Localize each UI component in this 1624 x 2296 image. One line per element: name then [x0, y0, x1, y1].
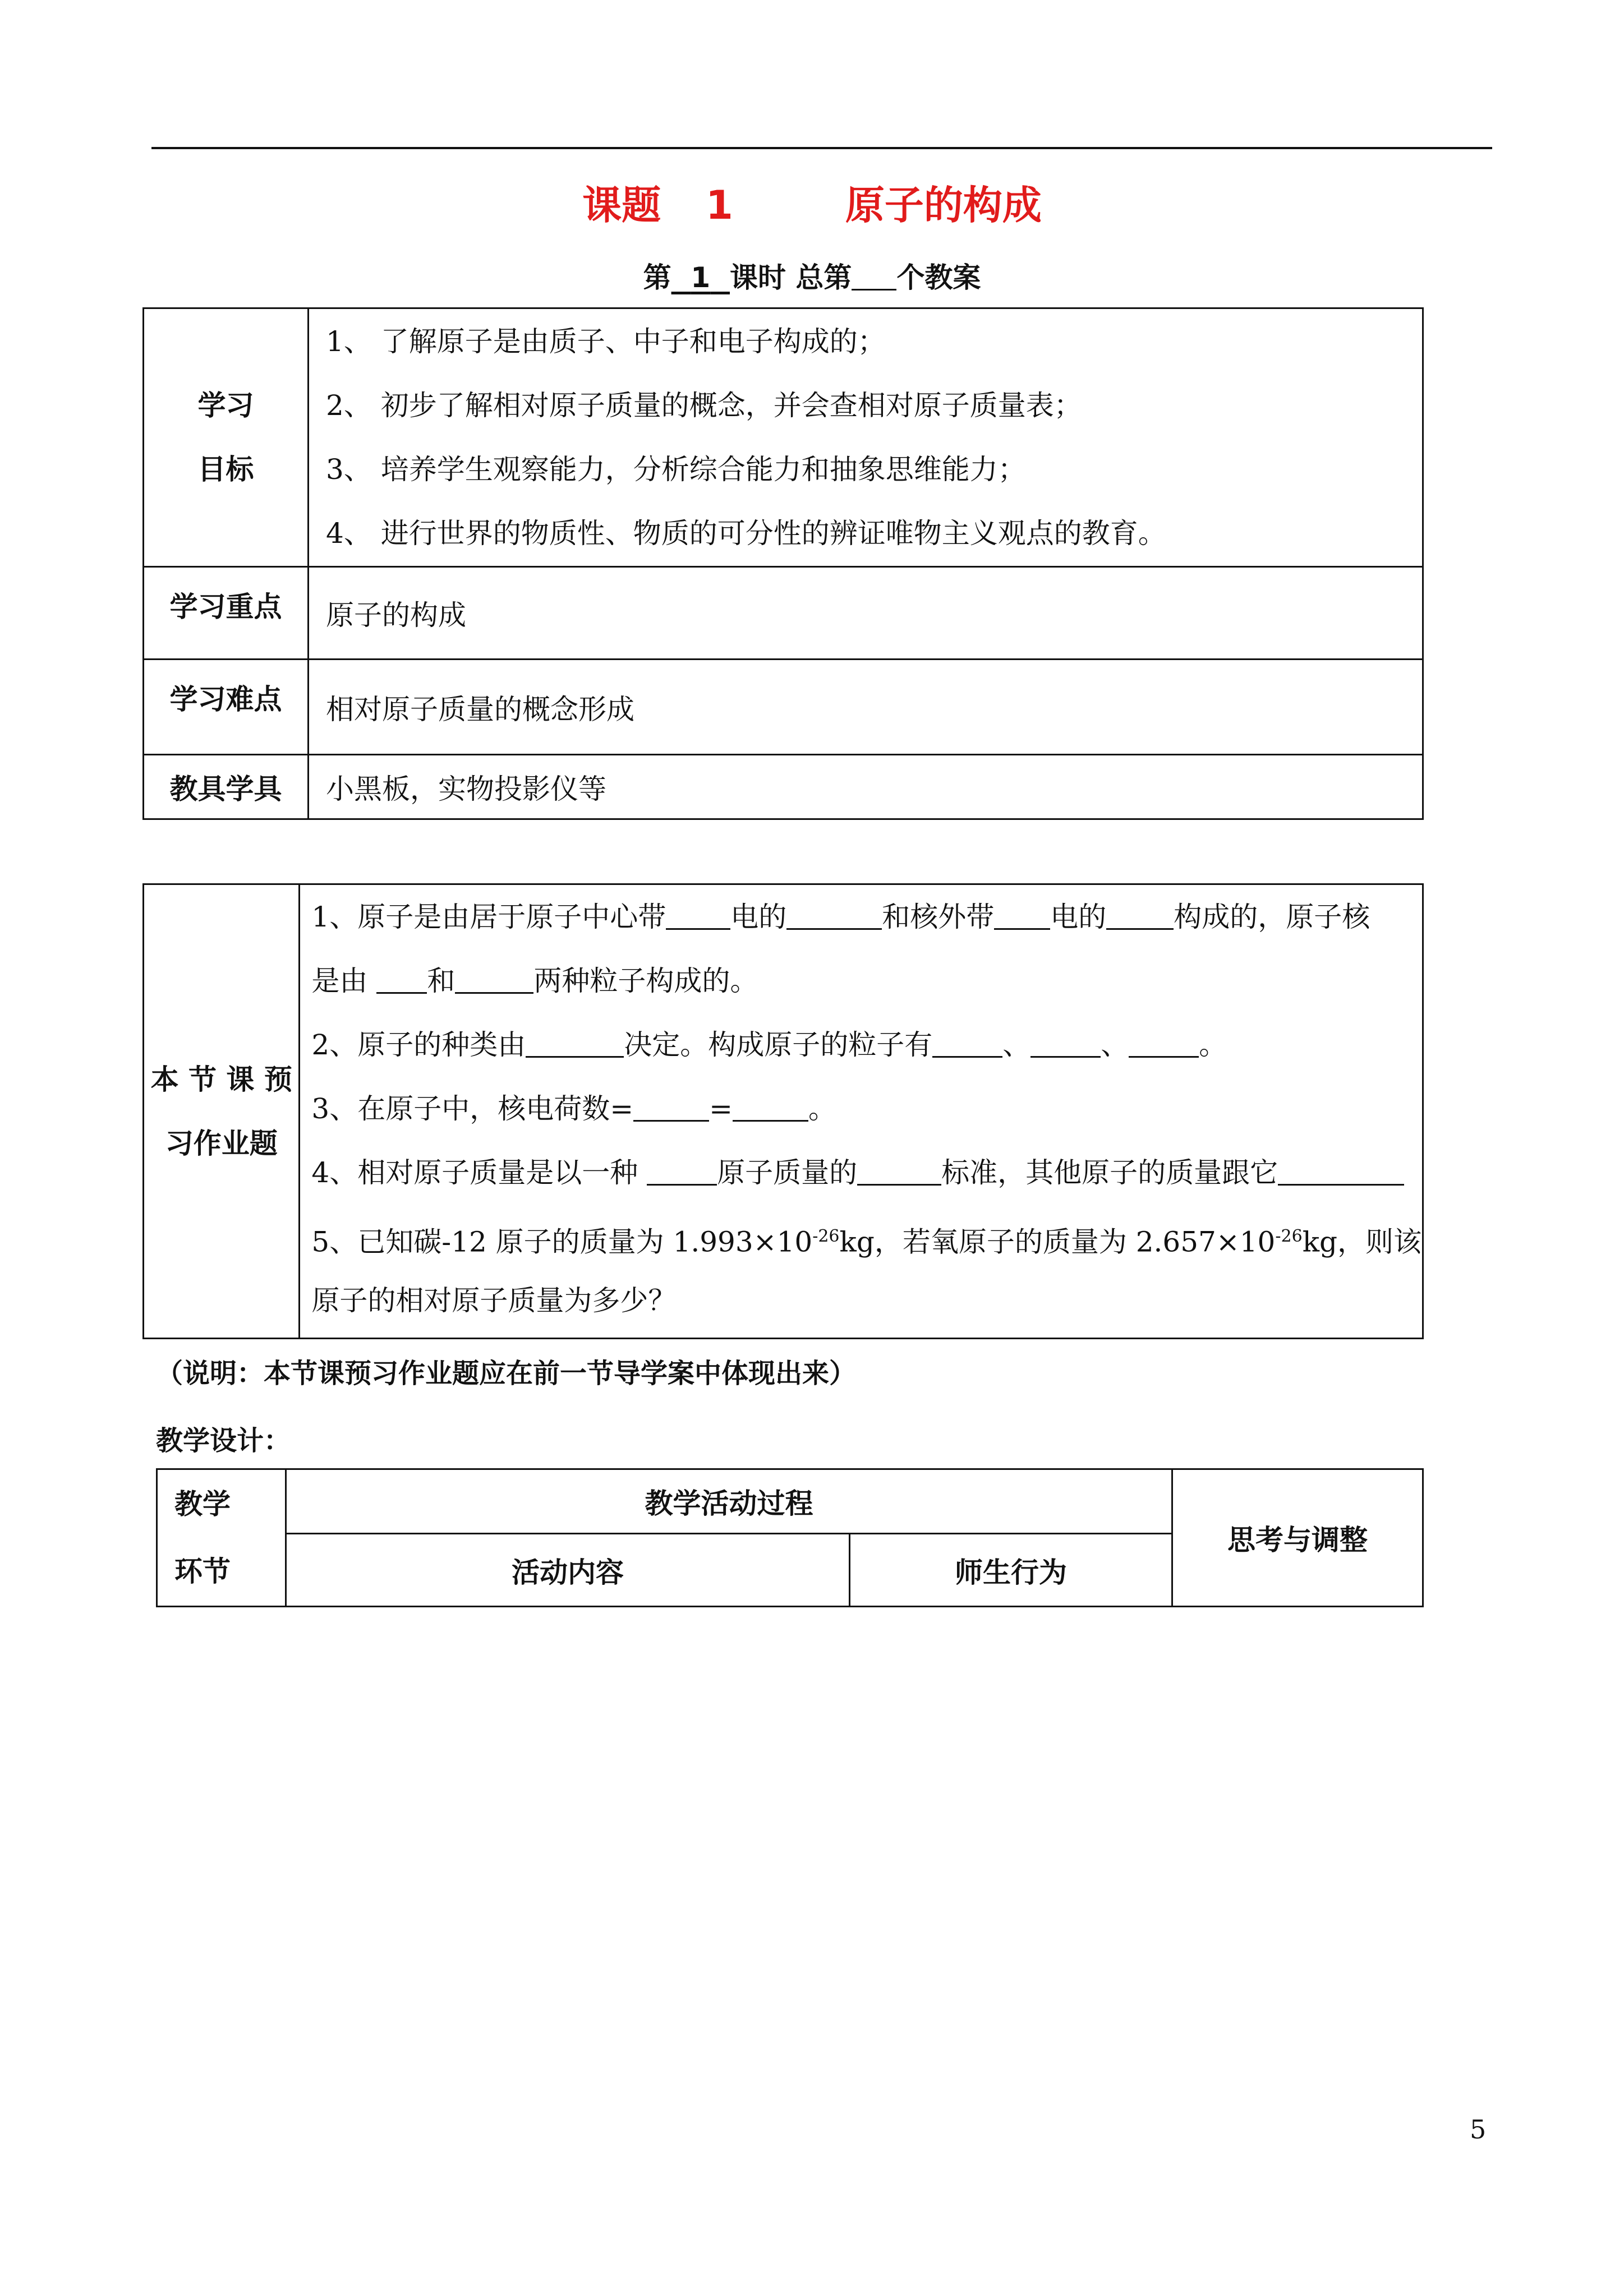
key-point-value: 原子的构成 [309, 567, 1423, 660]
page-number: 5 [1470, 2114, 1487, 2145]
lesson-subtitle: 第 1 课时 总第 个教案 [643, 261, 981, 294]
tools-value: 小黑板，实物投影仪等 [309, 755, 1423, 819]
key-point-label: 学习重点 [144, 567, 309, 660]
title-label: 课题 [582, 182, 661, 228]
difficulty-label: 学习难点 [144, 660, 309, 755]
preview-table [142, 883, 1424, 1339]
question-2: 2、原子的种类由 决定。构成原子的粒子有 、 、 。 [311, 1029, 1227, 1061]
note-text: （说明：本节课预习作业题应在前一节导学案中体现出来） [156, 1358, 857, 1389]
objective-item: 4、 进行世界的物质性、物质的可分性的辨证唯物主义观点的教育。 [326, 517, 1166, 550]
question-1b: 是由 和 两种粒子构成的。 [311, 965, 758, 997]
design-reflection-header: 思考与调整 [1172, 1469, 1423, 1607]
design-stage-label: 教学 环节 [157, 1469, 286, 1607]
objective-item: 1、 了解原子是由质子、中子和电子构成的； [326, 325, 886, 358]
preview-questions [300, 884, 1423, 1339]
title-number: 1 [706, 182, 733, 228]
question-5b: 原子的相对原子质量为多少？ [311, 1284, 677, 1317]
question-1a: 1、原子是由居于原子中心带 电的 和核外带 电的 构成的，原子核 [311, 901, 1370, 933]
design-behavior-header: 师生行为 [850, 1534, 1172, 1607]
question-3: 3、在原子中，核电荷数= = 。 [311, 1092, 837, 1125]
design-content-header: 活动内容 [286, 1534, 850, 1607]
objectives-table [142, 307, 1424, 820]
difficulty-value: 相对原子质量的概念形成 [309, 660, 1423, 755]
objective-item: 2、 初步了解相对原子质量的概念，并会查相对原子质量表； [326, 389, 1082, 422]
question-5a: 5、已知碳-12 原子的质量为 $1.993\times 10^{-26}kg$，若氧原子的质量为 $2.657\times 10^{-26}kg$，则该 [311, 1225, 1421, 1258]
design-label: 教学设计： [156, 1425, 291, 1456]
question-4: 4、相对原子质量是以一种 原子质量的 标准，其他原子的质量跟它 [311, 1141, 1421, 1205]
objectives-list [309, 308, 1423, 567]
preview-label: 本 节 课 预 习作业题 [144, 884, 300, 1339]
total-plan-blank [852, 261, 896, 291]
design-table [156, 1468, 1424, 1607]
title-name: 原子的构成 [845, 182, 1042, 228]
objectives-label: 学习 目标 [144, 308, 309, 567]
objective-item: 3、 培养学生观察能力，分析综合能力和抽象思维能力； [326, 453, 1026, 486]
lesson-number: 1 [691, 261, 711, 294]
design-process-header: 教学活动过程 [286, 1469, 1172, 1534]
top-rule [151, 147, 1492, 149]
page-title [0, 174, 1624, 230]
tools-label: 教具学具 [144, 755, 309, 819]
